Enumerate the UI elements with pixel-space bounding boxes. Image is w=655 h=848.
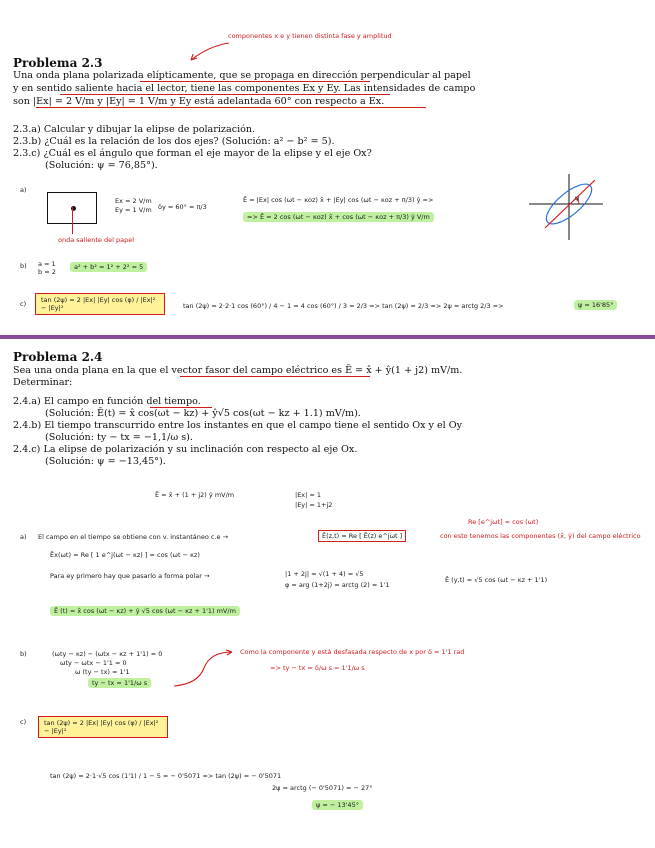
solution-2-4-b: (Solución: ty − tx = −1,1/ω s). <box>45 432 193 443</box>
question-2-3-a: 2.3.a) Calcular y dibujar la elipse de polarización. <box>13 124 256 135</box>
b-result-2-4: ty − tx = 1'1/ω s <box>88 678 151 688</box>
problem-2-4-title: Problema 2.4 <box>13 350 103 364</box>
tan-formula-box: tan (2ψ) = 2 |Ex| |Ey| cos (φ) / |Ex|² − |Ey|² <box>35 293 165 315</box>
b-line-2: ωty − ωtx − 1'1 = 0 <box>60 659 127 667</box>
part-a-label: a) <box>20 186 27 194</box>
b-note-1: Como la componente y está desfasada respecto de x por δ = 1'1 rad <box>240 648 465 656</box>
b-system-2: b = 2 <box>38 268 56 276</box>
field-eq-2: => Ē = 2 cos (ωt − κoz) x̂ + cos (ωt − κoz + π/3) ŷ V/m <box>243 212 434 222</box>
a-result-2-4: Ē (t) = x̂ cos (ωt − κz) + ŷ √5 cos (ωt − κz + 1'1) mV/m <box>50 606 240 616</box>
solution-2-4-c: (Solución: ψ = −13,45°). <box>45 456 166 467</box>
c-result-2-4: ψ = − 13'45° <box>312 800 363 810</box>
part-c-label: c) <box>20 300 27 308</box>
solution-2-3-c: (Solución: ψ = 76,85°). <box>45 160 158 171</box>
red-note-components: con esto tenemos las componentes (x̂, ŷ) del campo eléctrico <box>440 532 641 540</box>
question-2-4-b: 2.4.b) El tiempo transcurrido entre los instantes en que el campo tiene el sentido Ox y el Oy <box>13 420 463 431</box>
red-note-exponential: Re [e^jωt] = cos (ωt) <box>468 518 539 526</box>
red-underline <box>180 376 370 377</box>
question-2-4-c: 2.4.c) La elipse de polarización y su inclinación con respecto al eje Ox. <box>13 444 358 455</box>
c-calc-2: 2ψ = arctg (− 0'5071) = − 27° <box>272 784 373 792</box>
part-b-label: b) <box>20 262 27 270</box>
question-2-3-b: 2.3.b) ¿Cuál es la relación de los dos ejes? (Solución: a² − b² = 5). <box>13 136 335 147</box>
red-underline <box>150 407 212 408</box>
b-line-1: (ωty − κz) − (ωtx − κz + 1'1) = 0 <box>52 650 163 658</box>
a-text: El campo en el tiempo se obtiene con v. instantáneo c.e → <box>38 533 229 541</box>
red-underline <box>36 107 426 108</box>
part-b-label-2-4: b) <box>20 650 27 658</box>
b-line-3: ω (ty − tx) = 1'1 <box>75 668 130 676</box>
red-underline <box>140 81 370 82</box>
ex-time: Ēx(ωt) = Re [ 1 e^j(ωt − κz) ] = cos (ωt − κz) <box>50 551 200 559</box>
problem-2-3-statement-1: Una onda plana polarizada elípticamente, que se propaga en dirección perpendicular al papel <box>13 70 471 81</box>
part-a-label-2-4: a) <box>20 533 27 541</box>
problem-2-3-title: Problema 2.3 <box>13 56 103 70</box>
problem-2-3-statement-3: son |Ex| = 2 V/m y |Ey| = 1 V/m y Ey está adelantada 60° con respecto a Ex. <box>13 96 385 107</box>
b-system-1: a = 1 <box>38 260 56 268</box>
ey-value: Ey = 1 V/m <box>115 206 152 214</box>
annotation-arrow <box>185 40 233 62</box>
c-calc: tan (2ψ) = 2·2·1 cos (60°) / 4 − 1 = 4 cos (60°) / 3 = 2/3 => tan (2ψ) = 2/3 => 2ψ = arctg 2/3 => <box>183 302 504 310</box>
b-result: a² + b² = 1² + 2² = 5 <box>70 262 147 272</box>
ey-abs: |Ey| = 1+j2 <box>295 501 333 509</box>
polarization-ellipse-diagram <box>525 170 607 242</box>
c-calc-1: tan (2ψ) = 2·1·√5 cos (1'1) / 1 − 5 = − 0'5071 => tan (2ψ) = − 0'5071 <box>50 772 282 780</box>
field-eq-1: Ē = |Ex| cos (ωt − κoz) x̂ + |Ey| cos (ωt − κoz + π/3) ŷ => <box>243 196 434 204</box>
polar-2: φ = arg (1+2j) = arctg (2) = 1'1 <box>285 581 390 589</box>
question-2-4-a: 2.4.a) El campo en función del tiempo. <box>13 396 201 407</box>
question-2-3-c: 2.3.c) ¿Cuál es el ángulo que forman el eje mayor de la elipse y el eje Ox? <box>13 148 372 159</box>
instantaneous-box: Ē(z,t) = Re [ Ē(z) e^jωt ] <box>318 530 406 542</box>
ellipse-angle-label: ψ <box>575 194 580 202</box>
polar-1: |1 + 2j| = √(1 + 4) = √5 <box>285 570 364 578</box>
phase-value: δy = 60° = π/3 <box>158 203 207 211</box>
b-note-2: => ty − tx = δ/ω s = 1'1/ω s <box>270 664 365 672</box>
outgoing-wave-note: onda saliente del papel <box>58 236 135 244</box>
annotation-phase-amplitude: componentes x e y tienen distinta fase y amplitud <box>228 32 392 40</box>
ex-abs: |Ex| = 1 <box>295 491 322 499</box>
problem-2-3-statement-2: y en sentido saliente hacia el lector, tiene las componentes Ex y Ey. Las intensidades de campo <box>13 83 476 94</box>
c-result: ψ = 16'85° <box>574 300 617 310</box>
annotation-line <box>72 206 73 234</box>
tan-formula-box-2-4: tan (2ψ) = 2 |Ex| |Ey| cos (φ) / |Ex|² − |Ey|² <box>38 716 168 738</box>
problem-2-4-statement-1: Sea una onda plana en la que el vector fasor del campo eléctrico es Ē = x̂ + ŷ(1 + j2) mV/m. <box>13 365 463 376</box>
solution-2-4-a: (Solución: Ē(t) = x̂ cos(ωt − kz) + ŷ√5 cos(ωt − kz + 1.1) mV/m). <box>45 408 361 419</box>
e-definition: Ē = x̂ + (1 + j2) ŷ mV/m <box>155 491 235 499</box>
ex-value: Ex = 2 V/m <box>115 197 152 205</box>
ey-time: Ē (y,t) = √5 cos (ωt − κz + 1'1) <box>445 576 548 584</box>
red-underline <box>60 94 390 95</box>
problem-2-4-statement-2: Determinar: <box>13 377 73 388</box>
polar-intro: Para ey primero hay que pasarlo a forma polar → <box>50 572 210 580</box>
section-divider <box>0 335 655 339</box>
part-c-label-2-4: c) <box>20 718 27 726</box>
annotation-arrow <box>170 648 236 690</box>
